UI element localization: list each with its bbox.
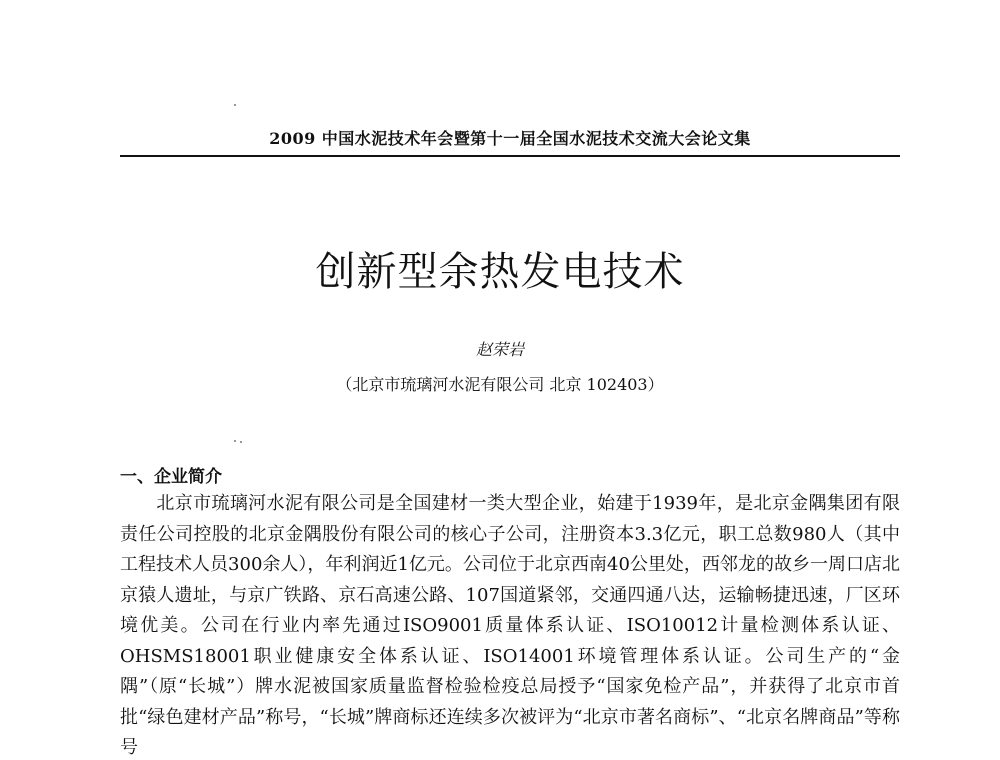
paragraph-text: 北京市琉璃河水泥有限公司是全国建材一类大型企业，始建于1939年，是北京金隅集团有限责任公司控股的北京金隅股份有限公司的核心子公司，注册资本3.3亿元，职工总数980人（其中工程技术人员300余人），年利润近1亿元。公司位于北京西南40公里处，西邻龙的故乡一周口店北京猿人遗址，与京广铁路、京石高速公路、107国道紧邻，交通四通八达，运输畅捷迅速，厂区环境优美。公司在行业内率先通过ISO9001质量体系认证、ISO10012计量检测体系认证、OHSMS18001职业健康安全体系认证、ISO14001环境管理体系认证。公司生产的“金隅”（原“长城”）牌水泥被国家质量监督检验检疫总局授予“国家免检产品”，并获得了北京市首批“绿色建材产品”称号，“长城”牌商标还连续多次被评为“北京市著名商标”、“北京名牌商品”等称号 (120, 493, 900, 758)
author-affiliation: （北京市琉璃河水泥有限公司 北京 102403） (336, 375, 664, 394)
running-header: 2009 中国水泥技术年会暨第十一届全国水泥技术交流大会论文集 (269, 129, 751, 148)
scan-speck (234, 440, 236, 442)
section-heading: 一、企业简介 (120, 467, 222, 487)
scan-speck (234, 104, 236, 106)
paper-title: 创新型余热发电技术 (315, 249, 685, 295)
body-paragraph (120, 489, 900, 760)
header-rule (120, 155, 900, 157)
author-name: 赵荣岩 (475, 340, 524, 359)
scan-speck (240, 441, 242, 443)
